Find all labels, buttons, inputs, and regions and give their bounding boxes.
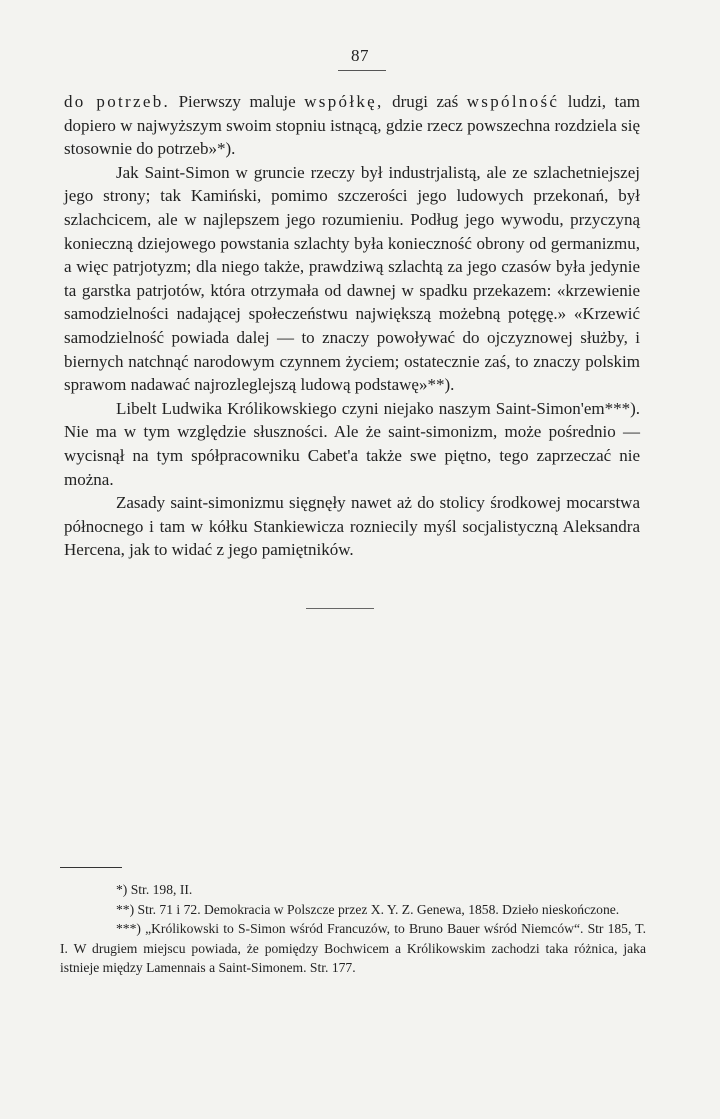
paragraph-3: Libelt Ludwika Królikowskiego czyni niejako naszym Saint-Simon'em***). Nie ma w tym względzie słuszności. Ale że saint-simonizm, może pośrednio — wycisnął na tym spółpracowniku Cabet'a także swe piętno, tego zaprzeczać nie można. (64, 398, 640, 489)
spaced-phrase: do potrzeb. (64, 92, 171, 111)
text-run: Pierwszy maluje (170, 92, 305, 111)
footnote-3: ***) „Królikowski to S-Simon wśród Francuzów, to Bruno Bauer wśród Niemców“. Str 185, T. I. W drugiem miejscu powiada, że pomiędzy Bochwicem a Królikowskim zachodzi taka różnica, jaka istnieje między Lamennais a Saint-Simonem. Str. 177. (60, 921, 646, 975)
footnotes (60, 880, 646, 978)
page-number: 87 (351, 46, 369, 65)
page-number-rule (338, 70, 386, 71)
text-run: drugi zaś (383, 92, 467, 111)
footnote-1: *) Str. 198, II. (116, 882, 193, 897)
spaced-phrase: współkę, (304, 92, 384, 111)
paragraph-1 (64, 90, 640, 161)
text-run: ludzi, tam dopiero w najwyższym swoim stopniu istnącą, gdzie rzecz powszechna rozdziela się stosownie do potrzeb»*). (64, 92, 641, 159)
paragraph-4: Zasady saint-simonizmu sięgnęły nawet aż do stolicy środkowej mocarstwa północnego i tam w kółku Stankiewicza rozniecily myśl socjalistyczną Aleksandra Hercena, jak to widać z jego pamiętników. (64, 493, 640, 560)
body-text (64, 90, 640, 562)
footnote-2: **) Str. 71 i 72. Demokracia w Polszcze przez X. Y. Z. Genewa, 1858. Dzieło nieskończone. (116, 901, 620, 917)
paragraph-2: Jak Saint-Simon w gruncie rzeczy był industrjalistą, ale ze szlachetniejszej jego strony; tak Kamiński, pomimo szczerości jego ludowych przekonań, był szlachcicem, ale w najlepszem jego rozumieniu. Podług jego wywodu, przyczyną konieczną dziejowego powstania szlachty była konieczność obrony od germanizmu, a więc patrjotyzm; dla niego także, prawdziwą szlachtą za jego czasów była jedynie ta garstka patrjotów, która otrzymała od dawnej w spadku przekazem: «krzewienie samodzielności nadającej społeczeństwu największą możebną potęgę.» «Krzewić samodzielność powiada dalej — to znaczy powoływać do ojczyznowej służby, i biernych natchnąć narodowym czynnem życiem; ostatecznie zaś, to znaczy polskim sprawom nadawać najrozleglejszą ludową podstawę»**). (64, 162, 640, 395)
footnote-rule (60, 867, 122, 868)
section-divider (306, 608, 374, 609)
spaced-phrase: wspólność (466, 92, 560, 111)
